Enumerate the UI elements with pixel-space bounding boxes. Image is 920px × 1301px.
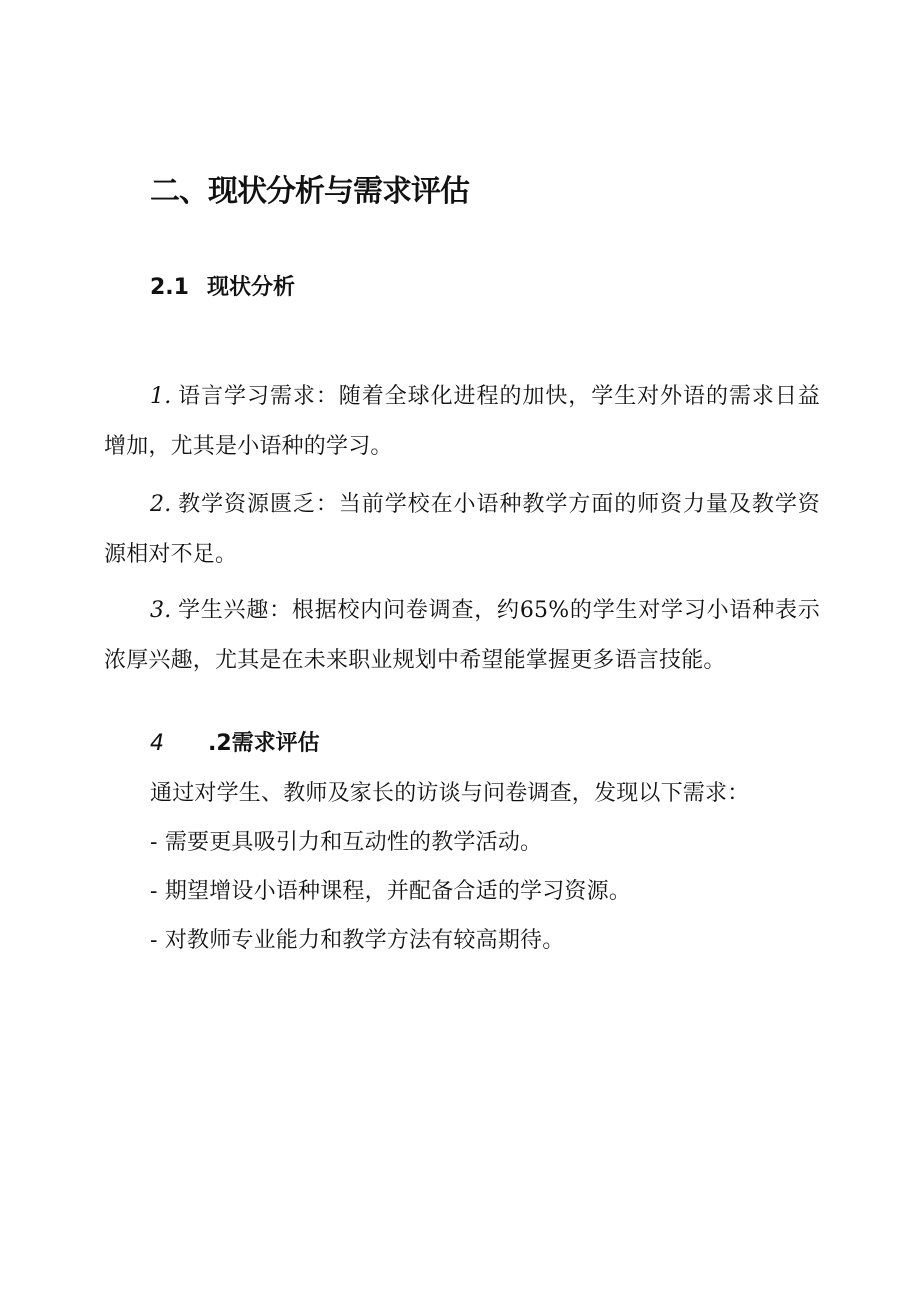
survey-intro: 通过对学生、教师及家长的访谈与问卷调查，发现以下需求： — [150, 781, 750, 806]
list-item-teaching-resources — [104, 480, 820, 580]
subsection-heading-needs — [150, 726, 320, 757]
item-number: 1. — [150, 384, 172, 409]
subsection-title: 现状分析 — [206, 275, 295, 300]
subsection-heading-status — [150, 270, 295, 301]
subsection-title: 需求评估 — [231, 731, 320, 756]
list-item-language-needs — [104, 372, 820, 472]
subsection-number-prefix: 4 — [150, 731, 164, 756]
item-number: 2. — [150, 492, 172, 517]
list-item-student-interest — [104, 586, 820, 686]
item-text: 学生兴趣：根据校内问卷调查，约65%的学生对学习小语种表示浓厚兴趣，尤其是在未来职业规划中希望能掌握更多语言技能。 — [104, 598, 820, 673]
subsection-number-suffix: .2 — [208, 731, 232, 756]
item-text: 语言学习需求：随着全球化进程的加快，学生对外语的需求日益增加，尤其是小语种的学习。 — [104, 384, 820, 459]
item-text: 教学资源匮乏：当前学校在小语种教学方面的师资力量及教学资源相对不足。 — [104, 492, 820, 567]
list-item: - 需要更具吸引力和互动性的教学活动。 — [150, 830, 543, 855]
item-number: 3. — [150, 598, 172, 623]
subsection-number: 2.1 — [150, 275, 189, 300]
section-title: 二、现状分析与需求评估 — [150, 174, 469, 209]
list-item: - 对教师专业能力和教学方法有较高期待。 — [150, 928, 565, 953]
list-item: - 期望增设小语种课程，并配备合适的学习资源。 — [150, 879, 632, 904]
